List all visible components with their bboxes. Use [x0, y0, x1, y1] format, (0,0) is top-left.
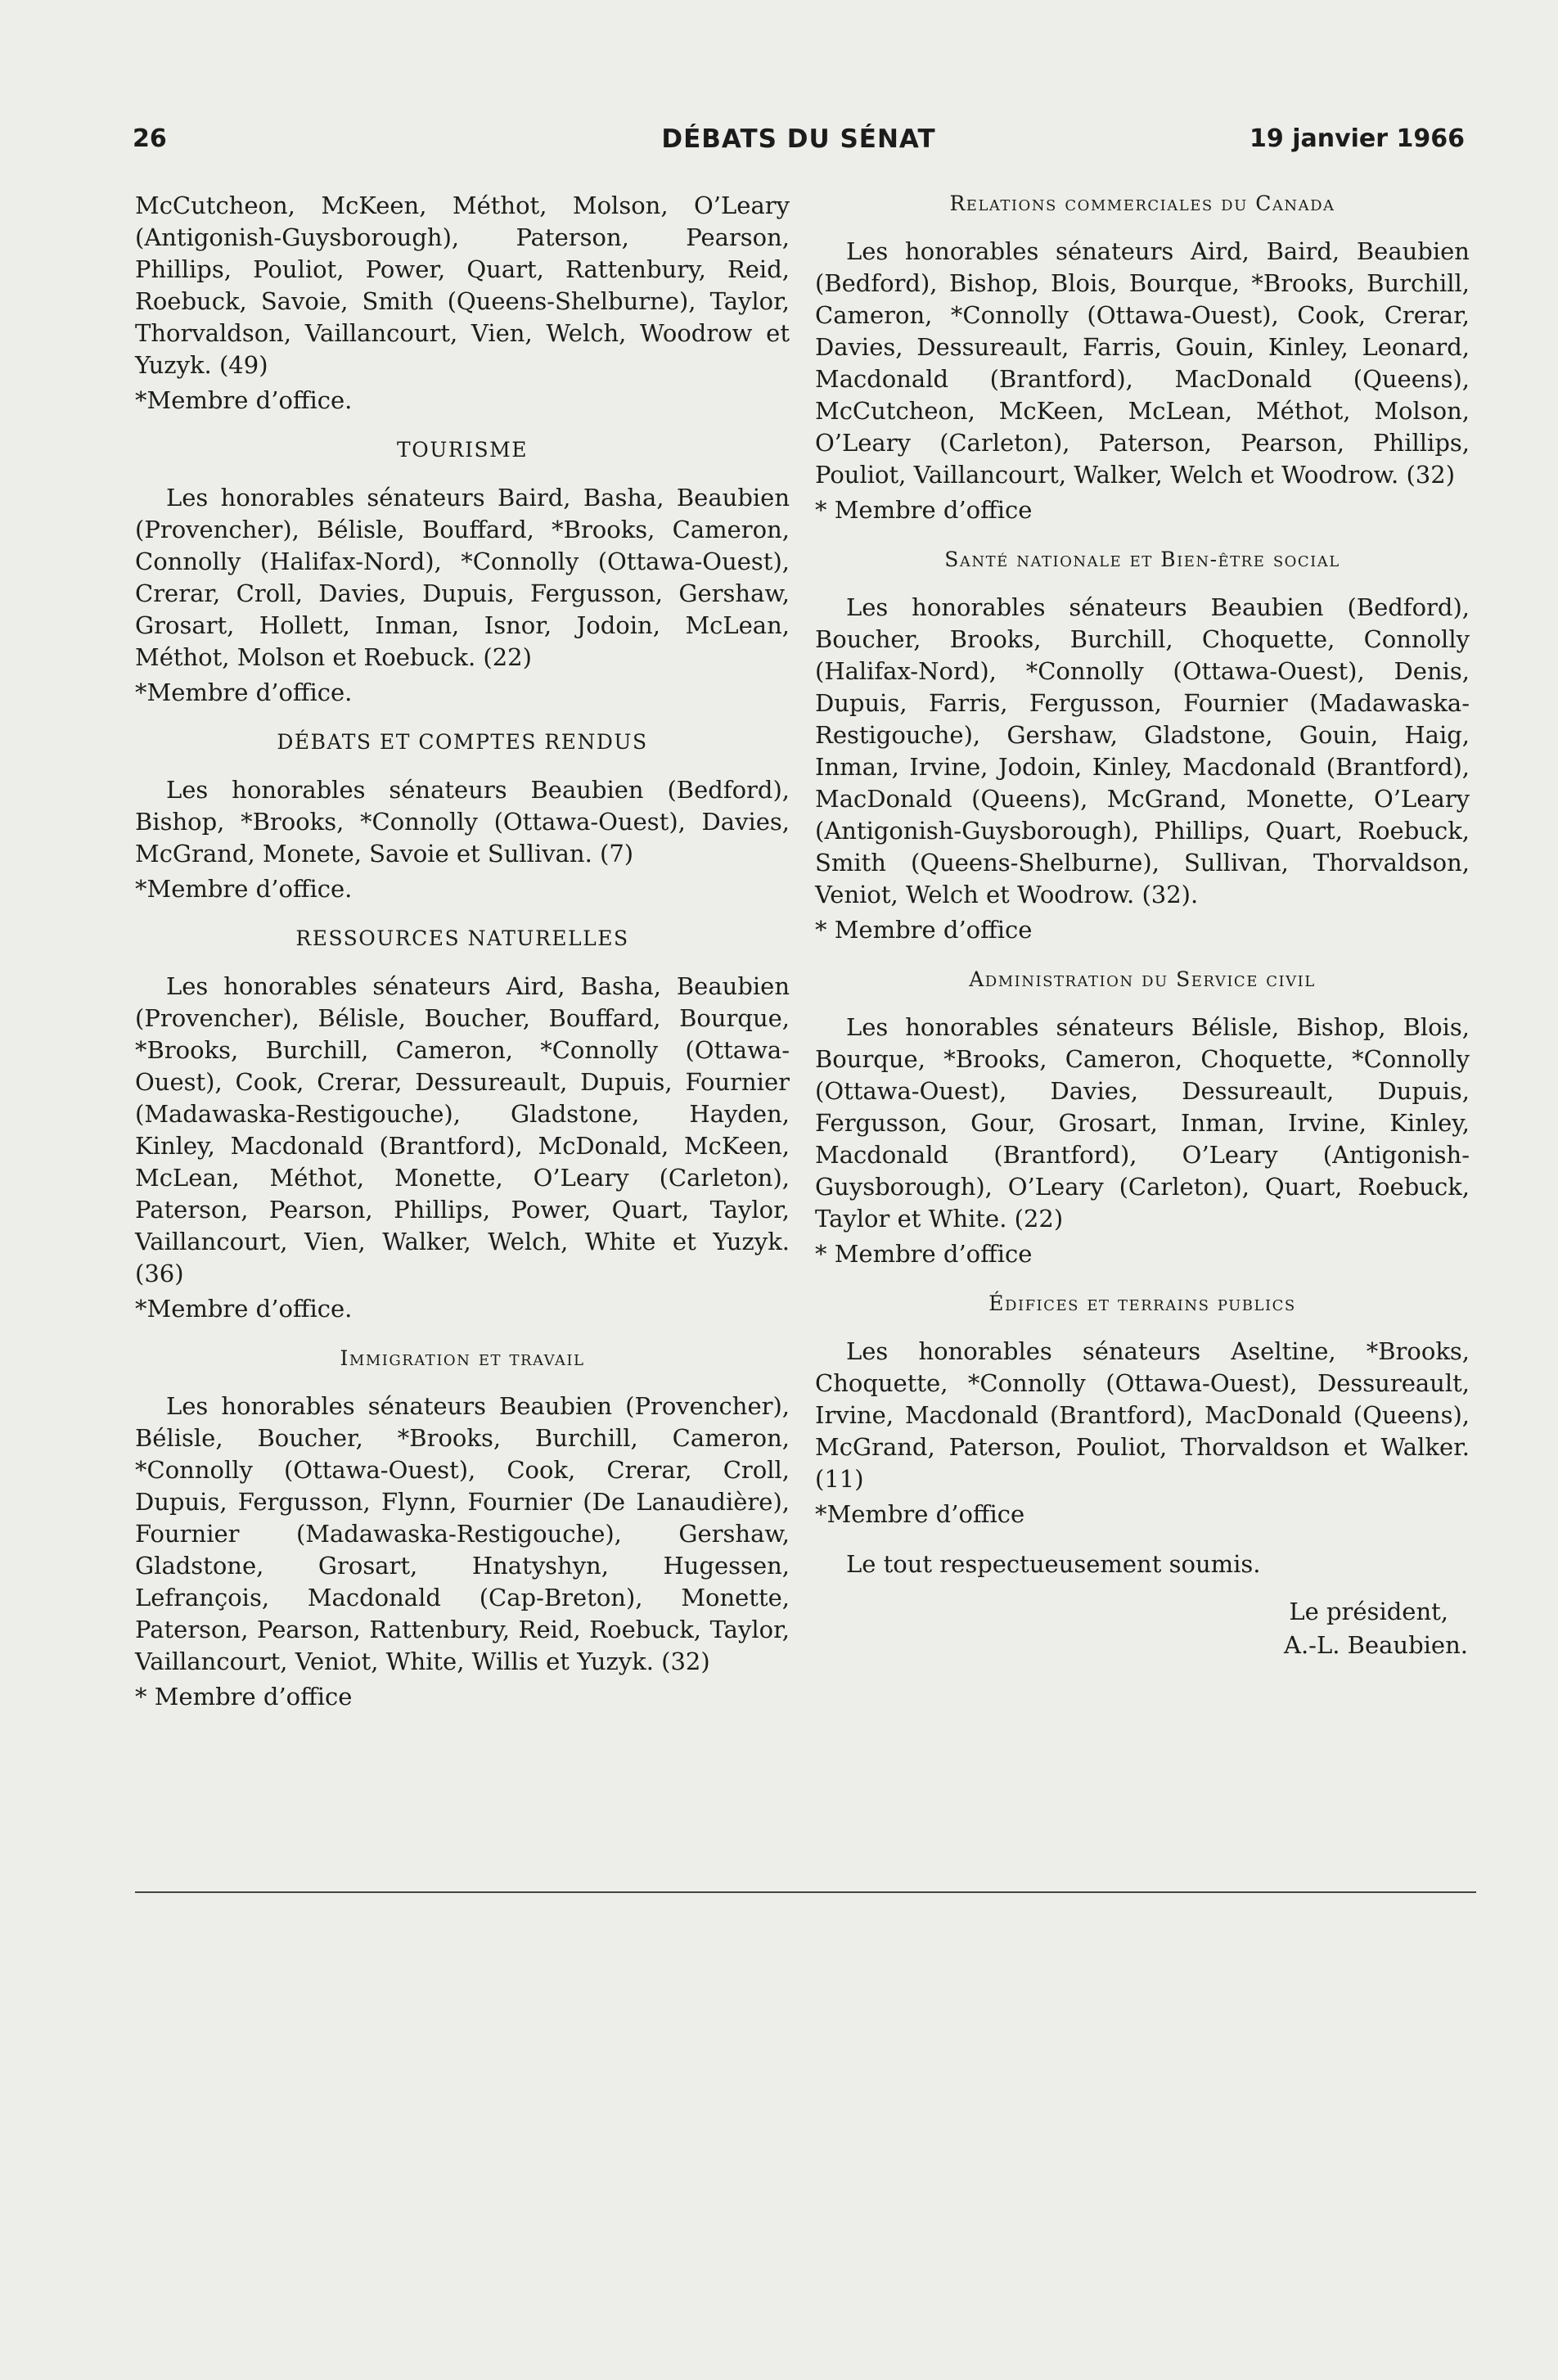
section-text-sante: Les honorables sénateurs Beaubien (Bedford), Boucher, Brooks, Burchill, Choquette, Connolly (Halifax-Nord), *Connolly (Ottawa-Ouest), Denis, Dupuis, Farris, Fergusson, Fournier (Madawaska-Restigouche), Gershaw, Gladstone, Gouin, Haig, Inman, Irvine, Jodoin, Kinley, Macdonald (Brantford), MacDonald (Queens), McGrand, Monette, O’Leary (Antigonish-Guysborough), Phillips, Quart, Roebuck, Smith (Queens-Shelburne), Sullivan, Thorvaldson, Veniot, Welch et Woodrow. (32).: [815, 593, 1470, 908]
closing-line: Le tout respectueusement soumis.: [846, 1550, 1261, 1578]
section-heading-relations: Relations commerciales du Canada: [949, 192, 1335, 215]
section-note-ressources: *Membre d’office.: [135, 1295, 353, 1323]
section-heading-tourisme: TOURISME: [397, 438, 528, 462]
section-heading-edifices: Édifices et terrains publics: [988, 1291, 1296, 1315]
section-heading-administration: Administration du Service civil: [969, 967, 1316, 991]
signature-name: A.-L. Beaubien.: [1284, 1631, 1468, 1659]
publication-title: DÉBATS DU SÉNAT: [661, 124, 936, 154]
section-text-immigration: Les honorables sénateurs Beaubien (Provencher), Bélisle, Boucher, *Brooks, Burchill, Cameron, *Connolly (Ottawa-Ouest), Cook, Crerar, Croll, Dupuis, Fergusson, Flynn, Fournier (De Lanaudière), Fournier (Madawaska-Restigouche), Gershaw, Gladstone, Grosart, Hnatyshyn, Hugessen, Lefrançois, Macdonald (Cap-Breton), Monette, Paterson, Pearson, Rattenbury, Reid, Roebuck, Taylor, Vaillancourt, Veniot, White, Willis et Yuzyk. (32): [135, 1392, 790, 1675]
section-heading-immigration: Immigration et travail: [340, 1346, 585, 1370]
continuation-note: *Membre d’office.: [135, 386, 353, 414]
continuation-paragraph: McCutcheon, McKeen, Méthot, Molson, O’Leary (Antigonish-Guysborough), Paterson, Pearson, Phillips, Pouliot, Power, Quart, Rattenbury, Reid, Roebuck, Savoie, Smith (Queens-Shelburne), Taylor, Thorvaldson, Vaillancourt, Vien, Welch, Woodrow et Yuzyk. (49): [135, 192, 790, 379]
section-text-relations: Les honorables sénateurs Aird, Baird, Beaubien (Bedford), Bishop, Blois, Bourque, *Brooks, Burchill, Cameron, *Connolly (Ottawa-Ouest), Cook, Crerar, Davies, Dessureault, Farris, Gouin, Kinley, Leonard, Macdonald (Brantford), MacDonald (Queens), McCutcheon, McKeen, McLean, Méthot, Molson, O’Leary (Carleton), Paterson, Pearson, Phillips, Pouliot, Vaillancourt, Walker, Welch et Woodrow. (32): [815, 237, 1470, 489]
section-note-sante: * Membre d’office: [815, 916, 1033, 944]
section-text-ressources: Les honorables sénateurs Aird, Basha, Beaubien (Provencher), Bélisle, Boucher, Bouffard, Bourque, *Brooks, Burchill, Cameron, *Connolly (Ottawa-Ouest), Cook, Crerar, Dessureault, Dupuis, Fournier (Madawaska-Restigouche), Gladstone, Hayden, Kinley, Macdonald (Brantford), McDonald, McKeen, McLean, Méthot, Monette, O’Leary (Carleton), Paterson, Pearson, Phillips, Power, Quart, Taylor, Vaillancourt, Vien, Walker, Welch, White et Yuzyk. (36): [135, 972, 790, 1287]
bottom-rule: [135, 1891, 1476, 1893]
header-date: 19 janvier 1966: [1250, 124, 1465, 153]
page-number: 26: [133, 124, 167, 153]
section-note-immigration: * Membre d’office: [135, 1683, 353, 1711]
left-column: [135, 190, 790, 1713]
section-note-relations: * Membre d’office: [815, 496, 1033, 524]
section-note-administration: * Membre d’office: [815, 1240, 1033, 1268]
section-heading-sante: Santé nationale et Bien-être social: [944, 548, 1340, 571]
section-note-edifices: *Membre d’office: [815, 1500, 1025, 1528]
right-column: [815, 190, 1470, 1662]
section-note-debats: *Membre d’office.: [135, 875, 353, 903]
section-heading-debats: DÉBATS ET COMPTES RENDUS: [277, 730, 648, 754]
section-text-tourisme: Les honorables sénateurs Baird, Basha, Beaubien (Provencher), Bélisle, Bouffard, *Brooks, Cameron, Connolly (Halifax-Nord), *Connolly (Ottawa-Ouest), Crerar, Croll, Davies, Dupuis, Fergusson, Gershaw, Grosart, Hollett, Inman, Isnor, Jodoin, McLean, Méthot, Molson et Roebuck. (22): [135, 484, 790, 671]
section-text-administration: Les honorables sénateurs Bélisle, Bishop, Blois, Bourque, *Brooks, Cameron, Choquette, *Connolly (Ottawa-Ouest), Davies, Dessureault, Dupuis, Fergusson, Gour, Grosart, Inman, Irvine, Kinley, Macdonald (Brantford), O’Leary (Antigonish-Guysborough), O’Leary (Carleton), Quart, Roebuck, Taylor et White. (22): [815, 1013, 1470, 1233]
section-text-edifices: Les honorables sénateurs Aseltine, *Brooks, Choquette, *Connolly (Ottawa-Ouest), Dessureault, Irvine, Macdonald (Brantford), MacDonald (Queens), McGrand, Paterson, Pouliot, Thorvaldson et Walker. (11): [815, 1337, 1470, 1493]
signature-title: Le président,: [1289, 1598, 1448, 1625]
section-heading-ressources: RESSOURCES NATURELLES: [295, 926, 629, 950]
section-note-tourisme: *Membre d’office.: [135, 678, 353, 706]
running-header: [133, 124, 1465, 160]
section-text-debats: Les honorables sénateurs Beaubien (Bedford), Bishop, *Brooks, *Connolly (Ottawa-Ouest), Davies, McGrand, Monete, Savoie et Sullivan. (7): [135, 776, 790, 868]
